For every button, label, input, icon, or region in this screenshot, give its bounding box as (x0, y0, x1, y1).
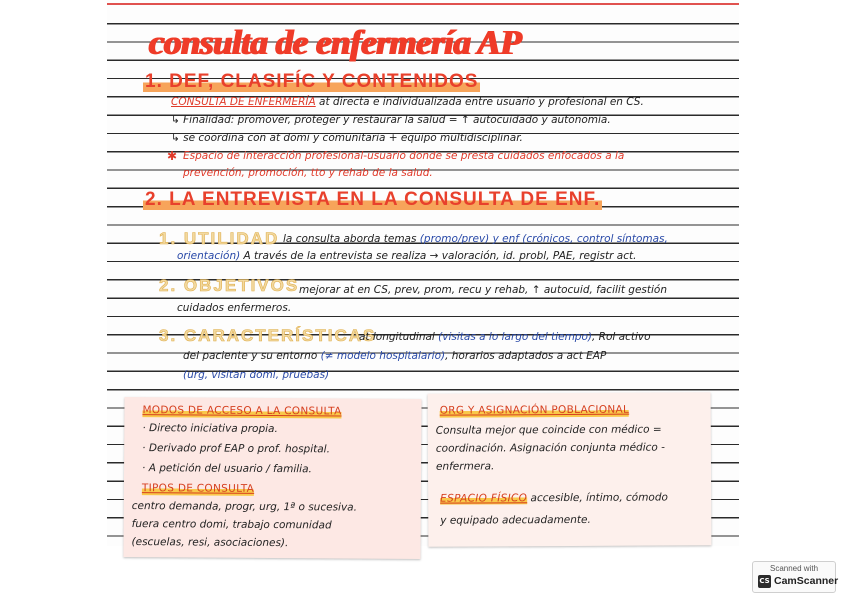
section1-heading: 1. DEF, CLASIFÍC Y CONTENIDOS (145, 71, 479, 92)
utilidad-line2: orientación) A través de la entrevista se realiza → valoración, id. probl, PAE, registr act. (177, 250, 637, 262)
page-title: consulta de enfermería AP (149, 23, 522, 62)
camscanner-watermark (752, 561, 839, 593)
caracteristicas-line3: (urg, visitan domi, pruebas) (183, 369, 330, 381)
organization-line: coordinación. Asignación conjunta médico - (435, 441, 665, 455)
top-margin-line (107, 3, 739, 5)
physical-space-line1: ESPACIO FÍSICO accesible, íntimo, cómodo (440, 491, 668, 505)
access-modes-heading: MODOS DE ACCESO A LA CONSULTA (142, 404, 342, 418)
section1-line1: CONSULTA DE ENFERMERÍA at directa e individualizada entre usuario y profesional en CS. (171, 96, 644, 108)
consult-type-line: centro demanda, progr, urg, 1ª o sucesiva. (131, 500, 358, 514)
section1-line4b: prevención, promoción, tto y rehab de la salud. (183, 167, 433, 179)
objetivos-line1: mejorar at en CS, prev, prom, recu y rehab, ↑ autocuid, facilit gestión (299, 284, 667, 296)
access-item: · Directo iniciativa propia. (142, 422, 278, 436)
access-modes-card (123, 397, 421, 559)
asterisk-icon: ✱ (167, 149, 178, 163)
organization-card (428, 392, 712, 546)
caracteristicas-line1: at longitudinal (visitas a lo largo del tiempo), Rol activo (359, 331, 651, 343)
organization-heading: ORG Y ASIGNACIÓN POBLACIONAL (439, 403, 630, 417)
physical-space-line2: y equipado adecuadamente. (440, 513, 591, 527)
utilidad-line1: la consulta aborda temas (promo/prev) y enf (crónicos, control síntomas, (283, 233, 668, 245)
consult-types-heading: TIPOS DE CONSULTA (141, 482, 255, 495)
section1-line3: ↳ se coordina con at domi y comunitaria + equipo multidisciplinar. (171, 132, 523, 144)
consult-type-line: (escuelas, resi, asociaciones). (131, 536, 289, 550)
section2-heading: 2. LA ENTREVISTA EN LA CONSULTA DE ENF. (145, 189, 601, 210)
caracteristicas-label: 3. CARACTERÍSTICAS (159, 326, 377, 345)
access-item: · A petición del usuario / familia. (142, 462, 312, 476)
section1-line2: ↳ Finalidad: promover, proteger y restaurar la salud = ↑ autocuidado y autonomía. (171, 114, 611, 126)
utilidad-label: 1. UTILIDAD (159, 229, 280, 248)
access-item: · Derivado prof EAP o prof. hospital. (142, 442, 330, 456)
camscanner-brand: CamScanner (774, 575, 839, 587)
scanned-with-label: Scanned with (769, 564, 819, 573)
section1-line4a: Espacio de interacción profesional-usuario donde se presta cuidados enfocados a la (183, 150, 625, 162)
objetivos-label: 2. OBJETIVOS (159, 276, 300, 295)
consult-type-line: fuera centro domi, trabajo comunidad (131, 518, 332, 532)
organization-line: enfermera. (435, 460, 495, 473)
objetivos-line2: cuidados enfermeros. (177, 302, 292, 314)
camscanner-logo-icon: CS (758, 575, 771, 588)
organization-line: Consulta mejor que coincide con médico = (435, 423, 662, 437)
caracteristicas-line2: del paciente y su entorno (≠ modelo hospitalario), horarios adaptados a act EAP (183, 350, 607, 362)
